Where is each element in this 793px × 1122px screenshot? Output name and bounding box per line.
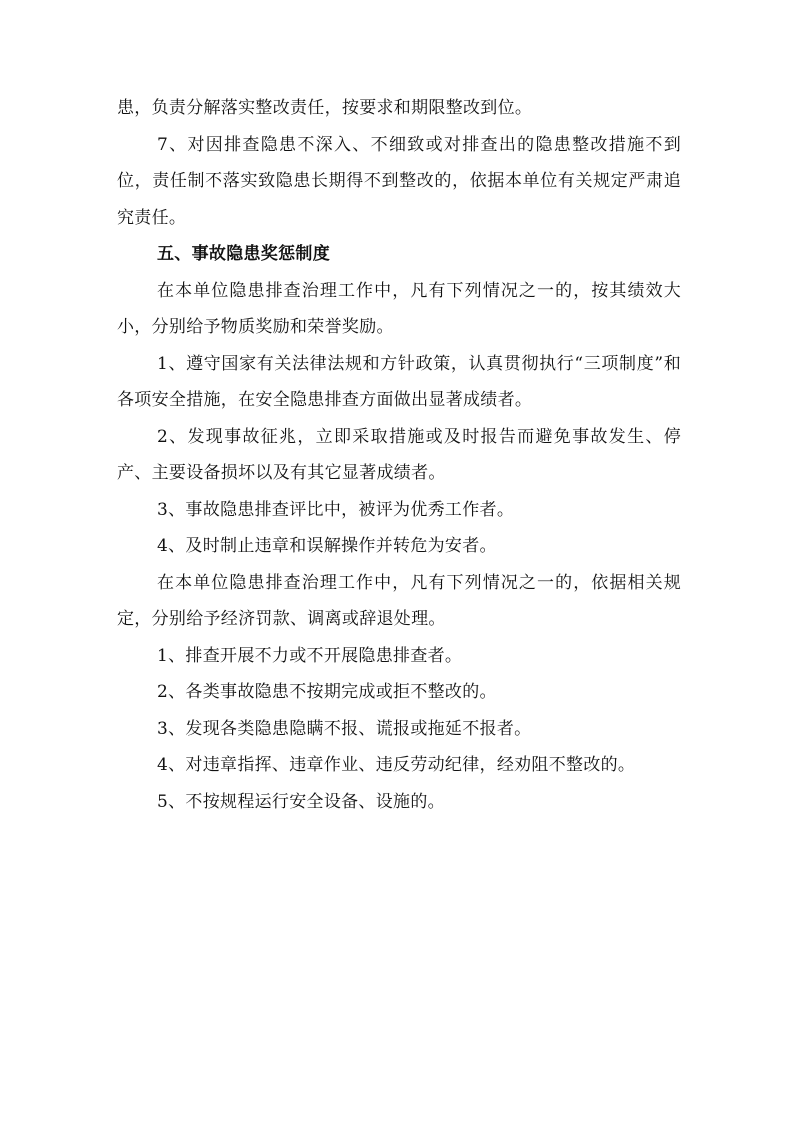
- paragraph-item-7: 7、对因排查隐患不深入、不细致或对排查出的隐患整改措施不到位，责任制不落实致隐患长期得不到整改的，依据本单位有关规定严肃追究责任。: [117, 134, 681, 228]
- section-heading: 五、事故隐患奖惩制度: [157, 244, 330, 264]
- paragraph-penalty-4: 4、对违章指挥、违章作业、违反劳动纪律，经劝阻不整改的。: [157, 755, 636, 775]
- paragraph-penalty-2: 2、各类事故隐患不按期完成或拒不整改的。: [157, 682, 497, 702]
- paragraph-penalty-1: 1、排查开展不力或不开展隐患排查者。: [157, 645, 463, 666]
- paragraph-reward-2: 2、发现事故征兆，立即采取措施或及时报告而避免事故发生、停产、主要设备损坏以及有其它显著成绩者。: [117, 426, 681, 483]
- document-page: [117, 90, 681, 820]
- paragraph-reward-1: 1、遵守国家有关法律法规和方针政策，认真贯彻执行“三项制度”和各项安全措施，在安全隐患排查方面做出显著成绩者。: [117, 353, 681, 410]
- paragraph-continuation: 患，负责分解落实整改责任，按要求和期限整改到位。: [117, 98, 533, 118]
- paragraph-penalty-intro: 在本单位隐患排查治理工作中，凡有下列情况之一的，依据相关规定，分别给予经济罚款、调离或辞退处理。: [117, 572, 681, 629]
- paragraph-reward-4: 4、及时制止违章和误解操作并转危为安者。: [157, 536, 497, 556]
- paragraph-penalty-3: 3、发现各类隐患隐瞒不报、谎报或拖延不报者。: [157, 718, 532, 739]
- paragraph-reward-intro: 在本单位隐患排查治理工作中，凡有下列情况之一的，按其绩效大小，分别给予物质奖励和荣誉奖励。: [117, 280, 681, 337]
- paragraph-reward-3: 3、事故隐患排查评比中，被评为优秀工作者。: [157, 499, 515, 520]
- paragraph-penalty-5: 5、不按规程运行安全设备、设施的。: [157, 791, 445, 812]
